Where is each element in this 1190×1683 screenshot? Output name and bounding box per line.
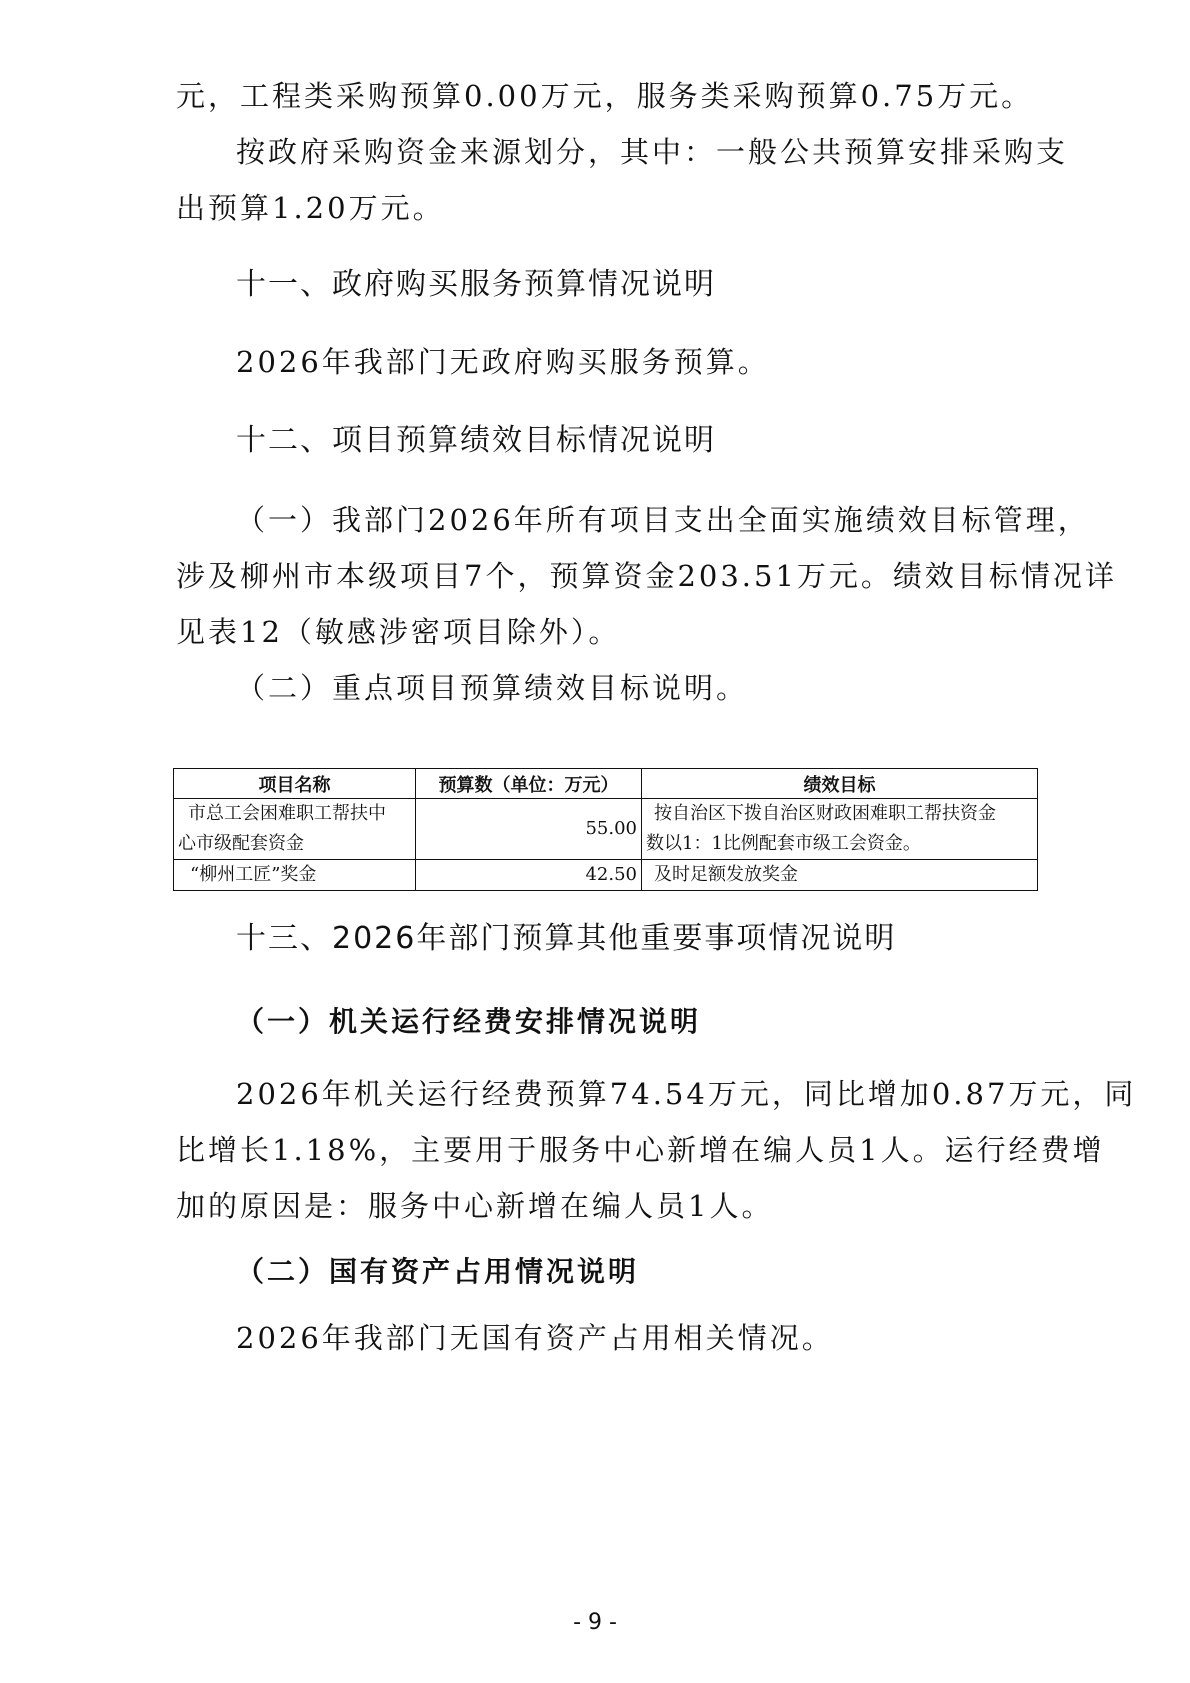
table-header-cell: 绩效目标: [642, 769, 1038, 799]
section-heading-13: 十三、2026年部门预算其他重要事项情况说明: [236, 921, 897, 956]
project-name-cell: “柳州工匠”奖金: [174, 860, 416, 891]
section-heading-11: 十一、政府购买服务预算情况说明: [236, 267, 716, 302]
cell-text: 数以1：1比例配套市级工会资金。: [646, 833, 921, 854]
goal-cell: 及时足额发放奖金: [642, 860, 1038, 891]
cell-text: 心市级配套资金: [178, 833, 304, 854]
table-header-cell: 预算数（单位：万元）: [416, 769, 642, 799]
paragraph-line: （二）重点项目预算绩效目标说明。: [236, 671, 749, 705]
paragraph-line: 2026年我部门无政府购买服务预算。: [236, 345, 770, 379]
table-header-row: [174, 769, 1038, 799]
table-header-cell: 项目名称: [174, 769, 416, 799]
table-row: [174, 860, 1038, 891]
performance-goal-table: [173, 768, 1038, 891]
paragraph-line: 加的原因是：服务中心新增在编人员1人。: [176, 1189, 774, 1223]
paragraph-line: （一）我部门2026年所有项目支出全面实施绩效目标管理，: [236, 503, 1090, 537]
project-name-cell: [174, 799, 416, 860]
paragraph-line: 比增长1.18%，主要用于服务中心新增在编人员1人。运行经费增: [176, 1133, 1105, 1167]
goal-cell: [642, 799, 1038, 860]
page-number: - 9 -: [573, 1610, 617, 1635]
subsection-heading: （一）机关运行经费安排情况说明: [236, 1005, 702, 1038]
subsection-heading: （二）国有资产占用情况说明: [236, 1255, 640, 1288]
paragraph-line: 2026年机关运行经费预算74.54万元，同比增加0.87万元，同: [236, 1077, 1137, 1111]
amount-cell: 55.00: [416, 799, 642, 860]
paragraph-line: 出预算1.20万元。: [176, 191, 445, 225]
paragraph-line: 元，工程类采购预算0.00万元，服务类采购预算0.75万元。: [176, 79, 1034, 113]
cell-text: 市总工会困难职工帮扶中: [188, 803, 386, 824]
table-row: [174, 799, 1038, 860]
amount-cell: 42.50: [416, 860, 642, 891]
paragraph-line: 2026年我部门无国有资产占用相关情况。: [236, 1321, 834, 1355]
paragraph-line: 按政府采购资金来源划分，其中：一般公共预算安排采购支: [236, 135, 1069, 169]
section-heading-12: 十二、项目预算绩效目标情况说明: [236, 423, 716, 458]
cell-text: 按自治区下拨自治区财政困难职工帮扶资金: [654, 803, 996, 824]
paragraph-line: 见表12（敏感涉密项目除外）。: [176, 615, 621, 649]
paragraph-line: 涉及柳州市本级项目7个，预算资金203.51万元。绩效目标情况详: [176, 559, 1117, 593]
